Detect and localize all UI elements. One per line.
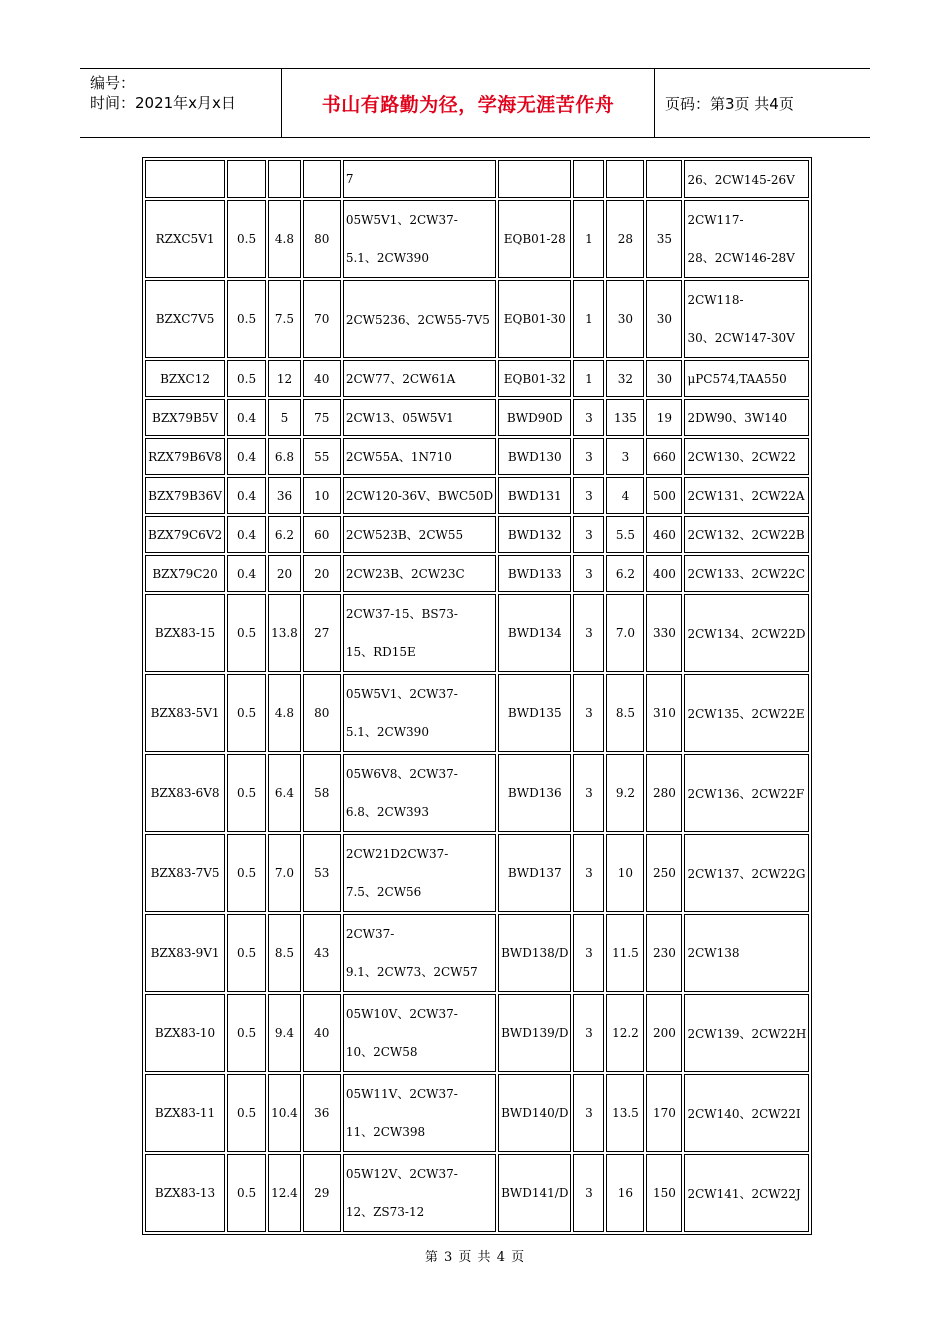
- cell-alt-voltage: 12.2: [606, 994, 644, 1072]
- cell-line: 2CW136、2CW22F: [687, 786, 805, 801]
- cell-voltage: 6.8: [268, 438, 301, 475]
- cell-alt-model: BWD135: [498, 674, 571, 752]
- cell-voltage: 20: [268, 555, 301, 592]
- cell-line: 2CW21D2CW37-: [345, 847, 449, 861]
- cell-alt-voltage: 11.5: [606, 914, 644, 992]
- cell-model: BZXC12: [145, 360, 225, 397]
- cell-alt-voltage: 10: [606, 834, 644, 912]
- cell-power: 0.5: [227, 754, 266, 832]
- cell-alt-voltage: 4: [606, 477, 644, 514]
- cell-alt-model: BWD132: [498, 516, 571, 553]
- cell-line: 7.5、2CW56: [345, 885, 422, 899]
- cell-equivalents: [343, 280, 496, 358]
- cell-alt-model: BWD131: [498, 477, 571, 514]
- cell-power: 0.5: [227, 1074, 266, 1152]
- cell-alt-equivalents: [684, 994, 809, 1072]
- cell-voltage: 7.0: [268, 834, 301, 912]
- cell-power: 0.5: [227, 674, 266, 752]
- cell-voltage: 5: [268, 399, 301, 436]
- cell-alt-equivalents: [684, 1074, 809, 1152]
- cell-alt-equivalents: [684, 160, 809, 198]
- cell-line: 2DW90、3W140: [687, 411, 788, 425]
- cell-alt-current: 170: [646, 1074, 682, 1152]
- cell-equivalents: [343, 594, 496, 672]
- cell-current: 55: [303, 438, 341, 475]
- cell-voltage: 9.4: [268, 994, 301, 1072]
- cell-model: RZX79B6V8: [145, 438, 225, 475]
- cell-voltage: 10.4: [268, 1074, 301, 1152]
- cell-alt-model: BWD130: [498, 438, 571, 475]
- cell-line: 2CW13、05W5V1: [345, 411, 454, 425]
- cell-alt-equivalents: [684, 674, 809, 752]
- cell-alt-power: 1: [573, 280, 604, 358]
- cell-power: [227, 160, 266, 198]
- cell-power: 0.5: [227, 1154, 266, 1232]
- cell-current: 70: [303, 280, 341, 358]
- cell-current: 29: [303, 1154, 341, 1232]
- header-meta: [90, 73, 236, 113]
- cell-line: 12、ZS73-12: [345, 1205, 425, 1219]
- cell-line: 05W12V、2CW37-: [345, 1167, 458, 1181]
- cell-line: 05W6V8、2CW37-: [345, 767, 458, 781]
- cell-line: 2CW55A、1N710: [345, 450, 452, 464]
- table-row: [145, 994, 809, 1072]
- cell-model: BZX83-5V1: [145, 674, 225, 752]
- cell-line: 2CW117-: [687, 213, 744, 227]
- cell-current: 27: [303, 594, 341, 672]
- cell-equivalents: [343, 438, 496, 475]
- cell-model: BZX83-13: [145, 1154, 225, 1232]
- table-body: [145, 160, 809, 1232]
- header-motto: 书山有路勤为径，学海无涯苦作舟: [321, 93, 615, 116]
- page-footer: 第 3 页 共 4 页: [424, 1250, 526, 1265]
- table-row: [145, 516, 809, 553]
- cell-line: 28、2CW146-28V: [687, 251, 795, 265]
- cell-alt-equivalents: [684, 834, 809, 912]
- cell-line: 11、2CW398: [345, 1125, 426, 1139]
- cell-equivalents: [343, 477, 496, 514]
- cell-line: 2CW135、2CW22E: [687, 706, 805, 721]
- cell-alt-voltage: 6.2: [606, 555, 644, 592]
- cell-current: 80: [303, 674, 341, 752]
- diode-replacement-table: [142, 157, 812, 1235]
- cell-alt-equivalents: [684, 200, 809, 278]
- cell-model: [145, 160, 225, 198]
- cell-power: 0.5: [227, 914, 266, 992]
- cell-equivalents: [343, 994, 496, 1072]
- cell-alt-power: 3: [573, 1074, 604, 1152]
- cell-voltage: 8.5: [268, 914, 301, 992]
- cell-line: 26、2CW145-26V: [687, 172, 795, 187]
- cell-alt-current: 660: [646, 438, 682, 475]
- cell-alt-model: [498, 160, 571, 198]
- cell-alt-power: 3: [573, 834, 604, 912]
- cell-alt-power: 3: [573, 674, 604, 752]
- table-row: [145, 594, 809, 672]
- cell-alt-model: BWD137: [498, 834, 571, 912]
- cell-alt-current: 280: [646, 754, 682, 832]
- cell-equivalents: [343, 516, 496, 553]
- cell-alt-model: EQB01-28: [498, 200, 571, 278]
- cell-alt-current: 500: [646, 477, 682, 514]
- table-row: [145, 914, 809, 992]
- cell-current: 10: [303, 477, 341, 514]
- cell-power: 0.5: [227, 200, 266, 278]
- cell-line: 05W5V1、2CW37-: [345, 687, 458, 701]
- cell-alt-current: 30: [646, 280, 682, 358]
- cell-voltage: 12.4: [268, 1154, 301, 1232]
- cell-alt-current: 150: [646, 1154, 682, 1232]
- cell-alt-current: 460: [646, 516, 682, 553]
- cell-line: 2CW140、2CW22I: [687, 1106, 801, 1121]
- table-row: [145, 438, 809, 475]
- cell-alt-power: 3: [573, 914, 604, 992]
- cell-alt-power: [573, 160, 604, 198]
- cell-line: 2CW120-36V、BWC50D: [345, 489, 494, 503]
- table-row: [145, 280, 809, 358]
- cell-alt-power: 3: [573, 555, 604, 592]
- cell-current: 53: [303, 834, 341, 912]
- cell-line: 05W11V、2CW37-: [345, 1087, 458, 1101]
- cell-alt-current: 200: [646, 994, 682, 1072]
- cell-current: 75: [303, 399, 341, 436]
- cell-equivalents: [343, 674, 496, 752]
- table-row: [145, 754, 809, 832]
- cell-alt-current: 19: [646, 399, 682, 436]
- cell-voltage: 13.8: [268, 594, 301, 672]
- cell-alt-voltage: 8.5: [606, 674, 644, 752]
- cell-line: 2CW37-15、BS73-: [345, 607, 458, 621]
- cell-alt-power: 3: [573, 754, 604, 832]
- cell-line: 2CW133、2CW22C: [687, 567, 806, 581]
- cell-voltage: 6.4: [268, 754, 301, 832]
- cell-model: BZX83-6V8: [145, 754, 225, 832]
- cell-alt-voltage: [606, 160, 644, 198]
- cell-alt-current: 30: [646, 360, 682, 397]
- cell-model: BZX79B36V: [145, 477, 225, 514]
- cell-line: μPC574,TAA550: [687, 371, 787, 386]
- cell-alt-model: BWD139/D: [498, 994, 571, 1072]
- table-row: [145, 200, 809, 278]
- cell-alt-power: 3: [573, 438, 604, 475]
- cell-alt-power: 1: [573, 360, 604, 397]
- cell-power: 0.4: [227, 555, 266, 592]
- cell-alt-voltage: 30: [606, 280, 644, 358]
- cell-line: 2CW37-: [345, 927, 395, 941]
- cell-alt-voltage: 32: [606, 360, 644, 397]
- cell-alt-model: EQB01-32: [498, 360, 571, 397]
- cell-alt-current: 35: [646, 200, 682, 278]
- cell-alt-voltage: 7.0: [606, 594, 644, 672]
- cell-model: BZX83-11: [145, 1074, 225, 1152]
- cell-alt-equivalents: [684, 477, 809, 514]
- cell-line: 10、2CW58: [345, 1045, 418, 1059]
- cell-model: BZX83-15: [145, 594, 225, 672]
- cell-line: 2CW138: [687, 946, 740, 960]
- cell-power: 0.4: [227, 399, 266, 436]
- cell-alt-equivalents: [684, 399, 809, 436]
- cell-line: 2CW139、2CW22H: [687, 1026, 807, 1041]
- cell-current: 43: [303, 914, 341, 992]
- cell-power: 0.4: [227, 438, 266, 475]
- cell-alt-equivalents: [684, 280, 809, 358]
- cell-power: 0.5: [227, 360, 266, 397]
- cell-current: 36: [303, 1074, 341, 1152]
- table-row: [145, 674, 809, 752]
- cell-alt-model: EQB01-30: [498, 280, 571, 358]
- cell-line: 6.8、2CW393: [345, 805, 429, 819]
- cell-current: [303, 160, 341, 198]
- cell-equivalents: [343, 1074, 496, 1152]
- cell-line: 05W5V1、2CW37-: [345, 213, 458, 227]
- cell-current: 58: [303, 754, 341, 832]
- table-row: [145, 834, 809, 912]
- cell-line: 2CW134、2CW22D: [687, 626, 806, 641]
- cell-line: 2CW5236、2CW55-7V5: [345, 312, 490, 327]
- cell-alt-current: 310: [646, 674, 682, 752]
- table-row: [145, 399, 809, 436]
- cell-equivalents: [343, 754, 496, 832]
- cell-voltage: 4.8: [268, 674, 301, 752]
- cell-line: 30、2CW147-30V: [687, 331, 795, 345]
- cell-model: BZX83-9V1: [145, 914, 225, 992]
- cell-line: 2CW131、2CW22A: [687, 489, 805, 503]
- cell-alt-model: BWD90D: [498, 399, 571, 436]
- cell-line: 5.1、2CW390: [345, 251, 429, 265]
- cell-alt-current: 330: [646, 594, 682, 672]
- cell-alt-equivalents: [684, 438, 809, 475]
- header-divider: [654, 69, 655, 137]
- cell-line: 15、RD15E: [345, 645, 416, 659]
- cell-voltage: 7.5: [268, 280, 301, 358]
- cell-alt-equivalents: [684, 914, 809, 992]
- cell-alt-power: 3: [573, 399, 604, 436]
- cell-model: BZX79C20: [145, 555, 225, 592]
- cell-voltage: 12: [268, 360, 301, 397]
- cell-voltage: 4.8: [268, 200, 301, 278]
- cell-voltage: 36: [268, 477, 301, 514]
- cell-alt-equivalents: [684, 1154, 809, 1232]
- cell-equivalents: [343, 200, 496, 278]
- cell-model: RZXC5V1: [145, 200, 225, 278]
- cell-model: BZX83-7V5: [145, 834, 225, 912]
- cell-current: 40: [303, 360, 341, 397]
- document-number-label: 编号：: [90, 74, 136, 92]
- cell-line: 2CW130、2CW22: [687, 450, 796, 464]
- cell-alt-current: 400: [646, 555, 682, 592]
- cell-alt-current: 250: [646, 834, 682, 912]
- cell-line: 2CW141、2CW22J: [687, 1186, 801, 1201]
- table-row: [145, 1074, 809, 1152]
- cell-alt-voltage: 28: [606, 200, 644, 278]
- cell-power: 0.4: [227, 477, 266, 514]
- cell-line: 2CW132、2CW22B: [687, 528, 805, 542]
- cell-power: 0.4: [227, 516, 266, 553]
- cell-model: BZX79C6V2: [145, 516, 225, 553]
- cell-line: 2CW118-: [687, 293, 744, 307]
- cell-model: BZXC7V5: [145, 280, 225, 358]
- cell-alt-model: BWD138/D: [498, 914, 571, 992]
- cell-model: BZX79B5V: [145, 399, 225, 436]
- cell-alt-model: BWD141/D: [498, 1154, 571, 1232]
- cell-alt-current: [646, 160, 682, 198]
- cell-alt-power: 1: [573, 200, 604, 278]
- cell-model: BZX83-10: [145, 994, 225, 1072]
- table-container: [142, 157, 812, 1235]
- header-page-indicator: 页码：第3页 共4页: [665, 94, 794, 113]
- cell-voltage: 6.2: [268, 516, 301, 553]
- cell-alt-voltage: 16: [606, 1154, 644, 1232]
- cell-alt-power: 3: [573, 594, 604, 672]
- cell-alt-model: BWD136: [498, 754, 571, 832]
- cell-alt-voltage: 13.5: [606, 1074, 644, 1152]
- cell-alt-power: 3: [573, 477, 604, 514]
- cell-equivalents: [343, 555, 496, 592]
- cell-alt-equivalents: [684, 516, 809, 553]
- cell-voltage: [268, 160, 301, 198]
- table-row: [145, 160, 809, 198]
- cell-current: 80: [303, 200, 341, 278]
- cell-alt-current: 230: [646, 914, 682, 992]
- table-row: [145, 555, 809, 592]
- cell-equivalents: [343, 160, 496, 198]
- cell-alt-equivalents: [684, 555, 809, 592]
- cell-power: 0.5: [227, 280, 266, 358]
- cell-equivalents: [343, 834, 496, 912]
- cell-alt-power: 3: [573, 994, 604, 1072]
- cell-line: 9.1、2CW73、2CW57: [345, 965, 478, 979]
- cell-line: 05W10V、2CW37-: [345, 1007, 458, 1021]
- table-row: [145, 1154, 809, 1232]
- cell-alt-voltage: 5.5: [606, 516, 644, 553]
- page-header: [80, 68, 870, 138]
- cell-power: 0.5: [227, 834, 266, 912]
- cell-alt-voltage: 3: [606, 438, 644, 475]
- cell-equivalents: [343, 914, 496, 992]
- cell-alt-equivalents: [684, 360, 809, 397]
- cell-alt-equivalents: [684, 754, 809, 832]
- cell-alt-power: 3: [573, 516, 604, 553]
- cell-alt-equivalents: [684, 594, 809, 672]
- table-row: [145, 360, 809, 397]
- cell-current: 40: [303, 994, 341, 1072]
- cell-line: 2CW77、2CW61A: [345, 372, 456, 386]
- cell-line: 7: [345, 172, 354, 186]
- cell-alt-voltage: 9.2: [606, 754, 644, 832]
- cell-equivalents: [343, 1154, 496, 1232]
- cell-alt-power: 3: [573, 1154, 604, 1232]
- cell-alt-voltage: 135: [606, 399, 644, 436]
- document-time-label: 时间：2021年x月x日: [90, 94, 236, 112]
- cell-line: 2CW137、2CW22G: [687, 866, 806, 881]
- cell-equivalents: [343, 399, 496, 436]
- cell-current: 20: [303, 555, 341, 592]
- cell-current: 60: [303, 516, 341, 553]
- cell-alt-model: BWD133: [498, 555, 571, 592]
- cell-power: 0.5: [227, 594, 266, 672]
- cell-line: 2CW523B、2CW55: [345, 528, 464, 542]
- cell-line: 5.1、2CW390: [345, 725, 429, 739]
- cell-alt-model: BWD140/D: [498, 1074, 571, 1152]
- cell-alt-model: BWD134: [498, 594, 571, 672]
- cell-line: 2CW23B、2CW23C: [345, 567, 465, 581]
- cell-power: 0.5: [227, 994, 266, 1072]
- cell-equivalents: [343, 360, 496, 397]
- table-row: [145, 477, 809, 514]
